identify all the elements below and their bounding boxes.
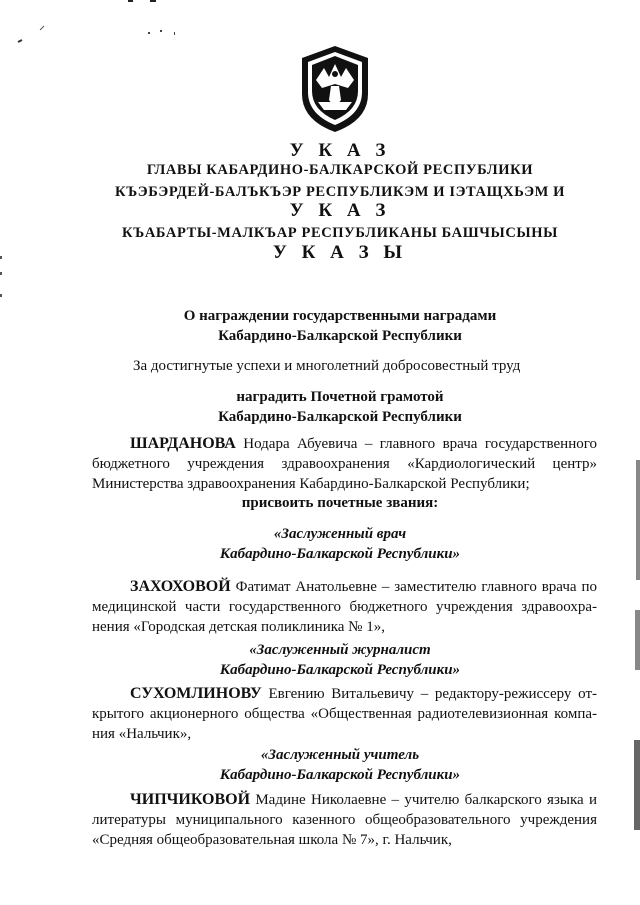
awardee-name-2: ЗАХОХОВОЙ — [130, 578, 231, 595]
awardee-paragraph-2 — [92, 577, 597, 637]
honorary-title-3 — [95, 745, 585, 785]
honorary-title-1-line-2: Кабардино-Балкарской Республики» — [219, 546, 461, 562]
award-line-2: Кабардино-Балкарской Республики — [218, 409, 462, 425]
intro-text: За достигнутые успехи и многолетний добросовестный труд — [133, 358, 521, 374]
coat-of-arms-emblem — [298, 44, 372, 134]
honorary-title-3-line-2: Кабардино-Балкарской Республики» — [219, 767, 461, 783]
honorary-title-2-line-1: «Заслуженный журналист — [249, 642, 431, 658]
awardee-text-3: Евгению Витальевичу – редактору-режиссеру от-крытого акционерного общества «Общественная радиотелевизионная компа-ния «Нальчик», — [92, 686, 597, 742]
decree-title-balkarian: У К А З Ы — [272, 242, 408, 263]
header-line-kabardian: КЪЭБЭРДЕЙ-БАЛЪКЪЭР РЕСПУБЛИКЭМ И ІЭТАЩХЬЭМ И — [114, 184, 566, 200]
header-line-balkarian: КЪАБАРТЫ-МАЛКЪАР РЕСПУБЛИКАНЫ БАШЧЫСЫНЫ — [122, 225, 558, 241]
decree-title-kabardian: У К А З — [289, 200, 391, 221]
header-line-russian: ГЛАВЫ КАБАРДИНО-БАЛКАРСКОЙ РЕСПУБЛИКИ — [146, 162, 534, 178]
decree-title: У К А З — [289, 140, 391, 161]
award-line-1: наградить Почетной грамотой — [236, 389, 444, 405]
awardee-name-4: ЧИПЧИКОВОЙ — [130, 791, 251, 808]
awardee-name-3: СУХОМЛИНОВУ — [130, 685, 262, 702]
awardee-paragraph-1 — [92, 434, 597, 494]
honorary-title-1 — [95, 524, 585, 564]
assign-titles-heading: присвоить почетные звания: — [241, 495, 439, 511]
honorary-title-3-line-1: «Заслуженный учитель — [260, 747, 420, 763]
awardee-text-1: Нодара Абуевича – главного врача государственного бюджетного учреждения здравоохранения «Кардиологический центр» Министерства здравоохранения Кабардино-Балкарской Республики; — [92, 436, 597, 492]
subject-line-1: О награждении государственными наградами — [183, 308, 497, 324]
award-heading — [95, 387, 585, 427]
honorary-title-1-line-1: «Заслуженный врач — [273, 526, 407, 542]
awardee-paragraph-3 — [92, 684, 597, 744]
subject-line-2: Кабардино-Балкарской Республики — [218, 328, 462, 344]
awardee-paragraph-4 — [92, 790, 597, 850]
awardee-text-4: Мадине Николаевне – учителю балкарского языка и литературы муниципального казенного общеобразовательного учреждения «Средняя общеобразовательная школа № 7», г. Нальчик, — [92, 792, 597, 848]
awardee-name-1: ШАРДАНОВА — [130, 435, 236, 452]
honorary-title-2-line-2: Кабардино-Балкарской Республики» — [219, 662, 461, 678]
decree-subject — [95, 306, 585, 346]
honorary-title-2 — [95, 640, 585, 680]
awardee-text-2: Фатимат Анатольевне – заместителю главного врача по медицинской части государственного бюджетного учреждения здравоохра-нения «Городская детская поликлиника № 1», — [92, 579, 597, 635]
